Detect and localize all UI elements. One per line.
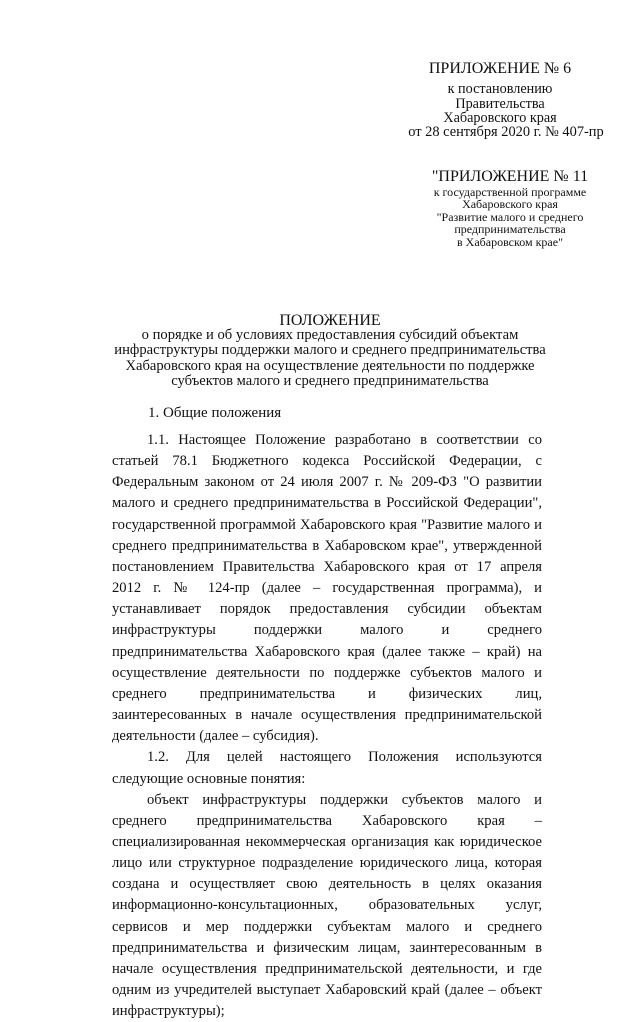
appendix-11-title: "ПРИЛОЖЕНИЕ № 11	[431, 168, 589, 185]
appendix-11-line: в Хабаровском крае"	[457, 234, 563, 249]
section-body	[112, 430, 542, 1022]
section-heading: 1. Общие положения	[148, 405, 282, 421]
appendix-11-line: "Развитие малого и среднего	[436, 209, 584, 224]
appendix-6-line: Правительства	[455, 95, 545, 112]
paragraph-1-1: 1.1. Настоящее Положение разработано в соответствии со статьей 78.1 Бюджетного кодекса Российской Федерации, с Федеральным законом от 24 июля 2007 г. № 209-ФЗ "О развитии малого и среднего предпринимательства в Российской Федерации", государственной программой Хабаровского края "Развитие малого и среднего предпринимательства в Хабаровском крае", утвержденной постановлением Правительства Хабаровского края от 17 апреля 2012 г. № 124-пр (далее – государственная программа), и устанавливает порядок предоставления субсидии объектам инфраструктуры поддержки малого и среднего предпринимательства Хабаровского края (далее также – край) на осуществление деятельности по поддержке субъектов малого и среднего предпринимательства и физических лиц, заинтересованных в начале осуществления предпринимательской деятельности (далее – субсидия).	[112, 432, 542, 745]
appendix-6-date: от 28 сентября 2020 г. № 407-пр	[408, 124, 604, 140]
appendix-11-line: предпринимательства	[454, 222, 566, 237]
appendix-6-title: ПРИЛОЖЕНИЕ № 6	[428, 60, 572, 77]
paragraph-1-2: 1.2. Для целей настоящего Положения используются следующие основные понятия:	[112, 749, 542, 787]
appendix-11-line: Хабаровского края	[462, 197, 558, 212]
appendix-6-line: к постановлению	[447, 81, 553, 97]
paragraph-definition: объект инфраструктуры поддержки субъектов малого и среднего предпринимательства Хабаровского края – специализированная некоммерческая организация как юридическое лицо или структурное подразделение юридического лица, которая создана и осуществляет свою деятельность в целях оказания информационно-консультационных, образовательных услуг, сервисов и мер поддержки субъектам малого и среднего предпринимательства и физическим лицам, заинтересованным в начале осуществления предпринимательской деятельности, и где одним из учредителей выступает Хабаровский край (далее – объект инфраструктуры);	[112, 791, 542, 1020]
appendix-11-reference	[410, 186, 610, 248]
appendix-6-reference	[400, 82, 600, 126]
document-title: ПОЛОЖЕНИЕ	[279, 312, 381, 329]
appendix-11-line: к государственной программе	[433, 185, 587, 199]
appendix-6-line: Хабаровского края	[443, 110, 557, 126]
document-subtitle: о порядке и об условиях предоставления субсидий объектам инфраструктуры поддержки малого и среднего предпринимательства Хабаровского края на осуществление деятельности по поддержке субъектов малого и среднего предпринимательства	[114, 327, 546, 389]
